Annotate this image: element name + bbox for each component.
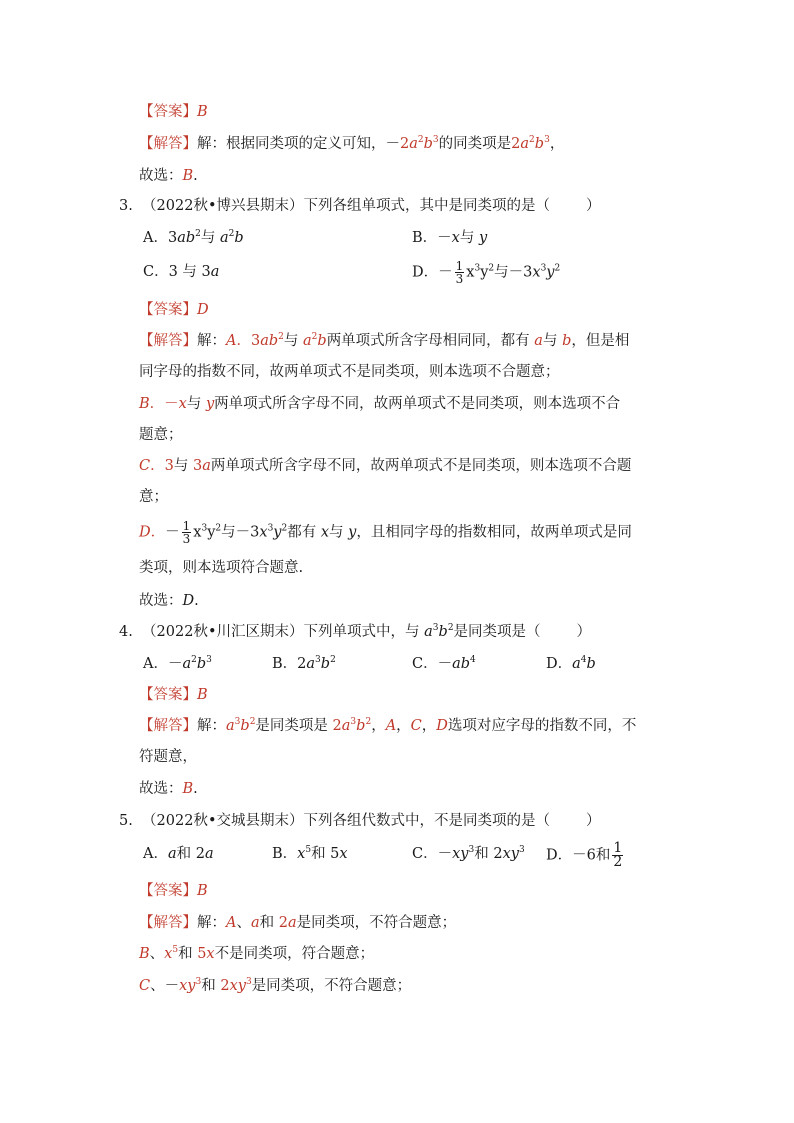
q5-stem: 5. （2022秋•交城县期末）下列各组代数式中，不是同类项的是（ ） <box>119 813 601 829</box>
q4-analysis-line-1: 【解答】解：$a^3b^2$是同类项是 $2a^3b^2$，A，C，D选项对应字母的指数不同，不 <box>139 717 637 734</box>
q3-analysis-line-7: D．－ $\frac{1}{3}$ $x^3y^2$与$-3x^3y^2$都有 x与 y，且相同字母的指数相同，故两单项式是同 <box>139 519 632 546</box>
answer-tag: 【答案】 <box>139 687 197 703</box>
q4-option-a: A．$-a^2b^3$ <box>143 655 212 672</box>
q3-option-c: C．3 与 3a <box>143 264 220 280</box>
q5-analysis-line-3: C、$-xy^3$和 $2xy^3$是同类项，不符合题意； <box>139 977 412 994</box>
q3-option-a: A．$3ab^2$与 $a^2b$ <box>143 229 244 246</box>
answer-value: B <box>197 104 208 120</box>
q4-stem: 4. （2022秋•川汇区期末）下列单项式中，与 $a^3b^2$是同类项是（ ） <box>119 623 592 640</box>
q3-conclusion: 故选：D. <box>139 593 199 609</box>
answer-value: D <box>197 302 209 318</box>
q3-analysis-line-8: 类项，则本选项符合题意. <box>139 560 304 576</box>
q2-answer-line <box>139 102 208 122</box>
q3-option-d: D．－ $\frac{1}{3}$ $x^3y^2$与$-3x^3y^2$ <box>412 259 561 286</box>
q4-conclusion: 故选：B. <box>139 781 198 797</box>
q3-analysis-line-4: 题意； <box>139 427 183 443</box>
q5-option-b: B．$x^5$和 5x <box>272 845 348 862</box>
answer-value: B <box>197 687 208 703</box>
q5-option-a: A．a和 2a <box>143 846 214 862</box>
analysis-tag: 【解答】 <box>139 136 197 152</box>
q5-analysis-line-2: B、$x^5$和 5x不是同类项，符合题意； <box>139 945 375 962</box>
analysis-text: 解：根据同类项的定义可知，$-2a^2b^3$的同类项是$2a^2b^3$， <box>197 135 565 152</box>
q5-option-d: D．－6和 $\frac{1}{2}$ <box>546 840 623 870</box>
q2-conclusion: 故选：B. <box>139 168 198 184</box>
q3-analysis-line-1: 【解答】解：A．$3ab^2$与 $a^2b$两单项式所含字母相同同，都有 a与 b，但是相 <box>139 332 630 349</box>
q5-option-c: C．$-xy^3$和 $2xy^3$ <box>412 845 525 862</box>
q5-analysis-line-1: 【解答】解：A、a和 2a是同类项，不符合题意； <box>139 915 457 931</box>
q3-analysis-line-5: C．3与 3a两单项式所含字母不同，故两单项式不是同类项，则本选项不合题 <box>139 458 632 474</box>
q4-analysis-line-2: 符题意， <box>139 749 197 765</box>
q5-answer-line <box>139 881 208 901</box>
answer-tag: 【答案】 <box>139 302 197 318</box>
q4-option-c: C．$-ab^4$ <box>412 655 476 672</box>
q3-option-b: B．－x与 y <box>412 230 488 246</box>
answer-value: B <box>197 883 208 899</box>
q3-analysis-line-2: 同字母的指数不同，故两单项式不是同类项，则本选项不合题意； <box>139 364 560 380</box>
q4-answer-line <box>139 685 208 705</box>
q3-analysis-line-3: B．－x与 y两单项式所含字母不同，故两单项式不是同类项，则本选项不合 <box>139 396 621 412</box>
q3-stem: 3. （2022秋•博兴县期末）下列各组单项式，其中是同类项的是（ ） <box>119 198 601 214</box>
q4-option-b: B．$2a^3b^2$ <box>272 655 336 672</box>
q4-option-d: D．$a^4b$ <box>546 655 596 672</box>
q2-analysis-line <box>139 134 564 154</box>
q3-answer-line <box>139 300 209 320</box>
answer-tag: 【答案】 <box>139 883 197 899</box>
answer-tag: 【答案】 <box>139 104 197 120</box>
q3-analysis-line-6: 意； <box>139 489 168 505</box>
